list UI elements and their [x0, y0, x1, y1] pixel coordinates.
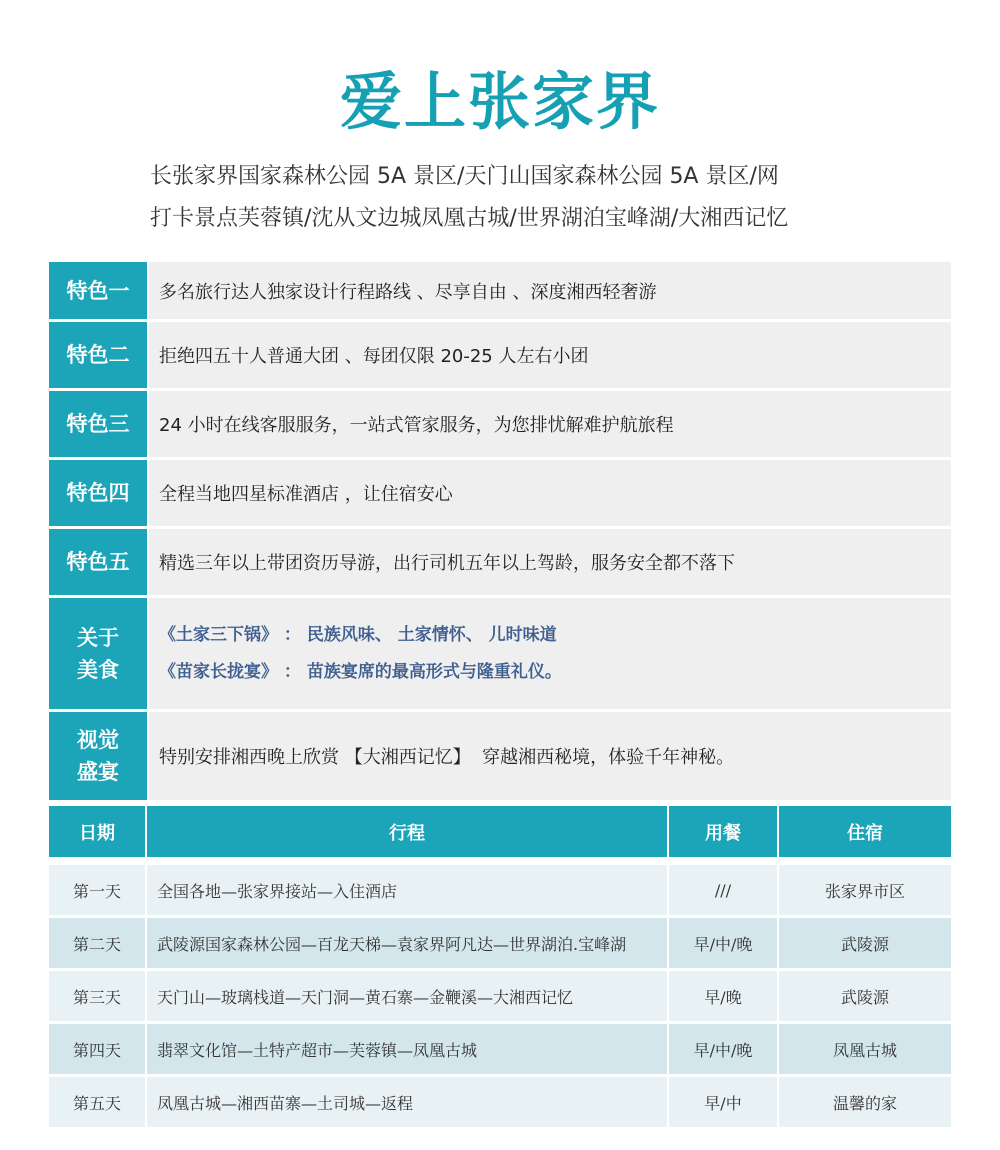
cell-route: 天门山—玻璃栈道—天门洞—黄石寨—金鞭溪—大湘西记忆 — [146, 970, 668, 1023]
feature-row-3 — [49, 391, 951, 457]
food-label — [49, 598, 147, 709]
table-row — [49, 1023, 951, 1076]
feature-label-5: 特色五 — [49, 529, 147, 595]
feature-row-1 — [49, 262, 951, 319]
feature-label-3: 特色三 — [49, 391, 147, 457]
feature-text-5: 精选三年以上带团资历导游，出行司机五年以上驾龄，服务安全都不落下 — [149, 529, 951, 595]
feature-label-2: 特色二 — [49, 322, 147, 388]
cell-meal: 早/中 — [668, 1076, 778, 1129]
feature-row-4 — [49, 460, 951, 526]
table-row — [49, 917, 951, 970]
cell-day: 第三天 — [49, 970, 146, 1023]
cell-day: 第一天 — [49, 864, 146, 917]
feature-label-4: 特色四 — [49, 460, 147, 526]
cell-day: 第二天 — [49, 917, 146, 970]
cell-route: 全国各地—张家界接站—入住酒店 — [146, 864, 668, 917]
cell-meal: 早/晚 — [668, 970, 778, 1023]
visual-label-line-2: 盛宴 — [77, 760, 119, 784]
cell-hotel: 张家界市区 — [778, 864, 951, 917]
visual-text: 特别安排湘西晚上欣赏 【大湘西记忆】 穿越湘西秘境，体验千年神秘。 — [149, 712, 951, 800]
feature-label-1: 特色一 — [49, 262, 147, 319]
cell-route: 武陵源国家森林公园—百龙天梯—袁家界阿凡达—世界湖泊.宝峰湖 — [146, 917, 668, 970]
visual-label — [49, 712, 147, 800]
cell-meal: /// — [668, 864, 778, 917]
header-day: 日期 — [49, 806, 146, 857]
food-text — [149, 598, 951, 709]
header-meal: 用餐 — [668, 806, 778, 857]
food-label-line-2: 美食 — [77, 657, 119, 682]
table-row — [49, 864, 951, 917]
food-line-1: 《土家三下锅》 ： 民族风味、 土家情怀、 儿时味道 — [159, 624, 557, 645]
subtitle-line-1: 长张家界国家森林公园 5A 景区/天门山国家森林公园 5A 景区/网 — [150, 164, 779, 189]
cell-hotel: 温馨的家 — [778, 1076, 951, 1129]
food-label-line-1: 关于 — [77, 625, 119, 650]
cell-hotel: 凤凰古城 — [778, 1023, 951, 1076]
cell-meal: 早/中/晚 — [668, 1023, 778, 1076]
visual-label-line-1: 视觉 — [77, 728, 119, 752]
feature-row-2 — [49, 322, 951, 388]
cell-day: 第四天 — [49, 1023, 146, 1076]
table-row — [49, 970, 951, 1023]
cell-route: 翡翠文化馆—土特产超市—芙蓉镇—凤凰古城 — [146, 1023, 668, 1076]
food-line-2: 《苗家长拢宴》 ： 苗族宴席的最高形式与隆重礼仪。 — [159, 661, 562, 682]
table-row — [49, 1076, 951, 1129]
cell-route: 凤凰古城—湘西苗寨—土司城—返程 — [146, 1076, 668, 1129]
schedule-header-row — [49, 806, 951, 857]
cell-hotel: 武陵源 — [778, 917, 951, 970]
features-table — [49, 262, 951, 803]
cell-day: 第五天 — [49, 1076, 146, 1129]
feature-row-visual — [49, 712, 951, 800]
schedule-table — [49, 806, 951, 1130]
feature-text-2: 拒绝四五十人普通大团 、每团仅限 20-25 人左右小团 — [149, 322, 951, 388]
feature-text-1: 多名旅行达人独家设计行程路线 、尽享自由 、深度湘西轻奢游 — [149, 262, 951, 319]
cell-hotel: 武陵源 — [778, 970, 951, 1023]
subtitle-line-2: 打卡景点芙蓉镇/沈从文边城凤凰古城/世界湖泊宝峰湖/大湘西记忆 — [150, 206, 789, 231]
cell-meal: 早/中/晚 — [668, 917, 778, 970]
feature-row-5 — [49, 529, 951, 595]
feature-row-food — [49, 598, 951, 709]
feature-text-4: 全程当地四星标准酒店 ，让住宿安心 — [149, 460, 951, 526]
feature-text-3: 24 小时在线客服服务，一站式管家服务，为您排忧解难护航旅程 — [149, 391, 951, 457]
page-title: 爱上张家界 — [339, 65, 660, 138]
header-route: 行程 — [146, 806, 668, 857]
header-hotel: 住宿 — [778, 806, 951, 857]
